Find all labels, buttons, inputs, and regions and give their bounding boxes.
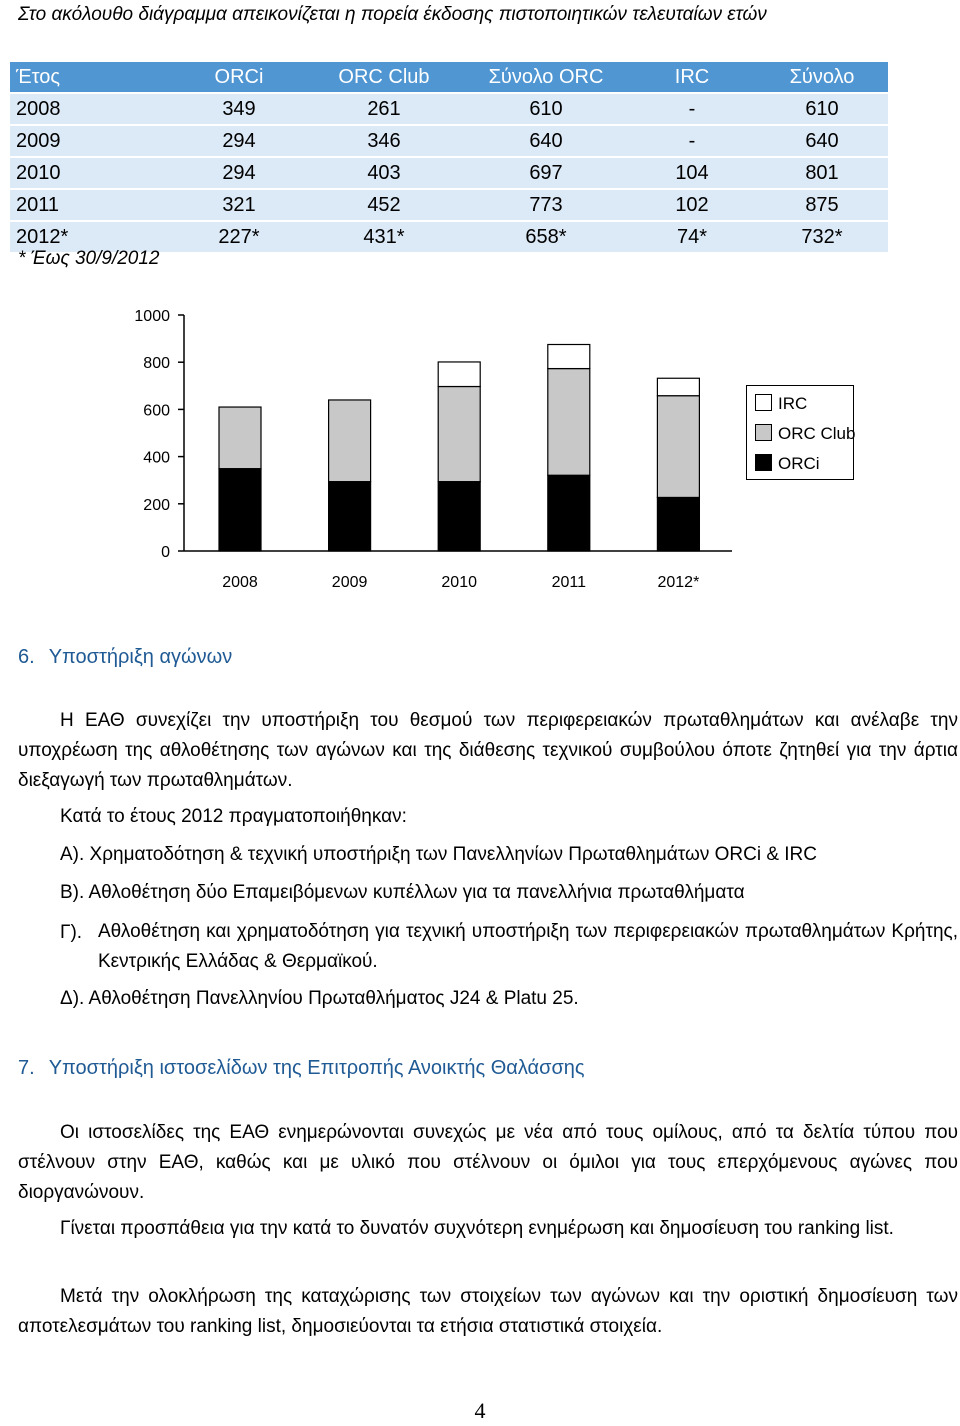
section-7-paragraph-1: Οι ιστοσελίδες της ΕΑΘ ενημερώνονται συνεχώς με νέα από τους ομίλους, από τα δελτία τύπου που στέλνουν στην ΕΑΘ, καθώς και με υλικό που στέλνουν οι όμιλοι για τους επερχόμενους αγώνες που διοργανώνουν.	[18, 1122, 958, 1203]
table-cell: 697	[464, 157, 628, 189]
section-6-lead: Κατά το έτους 2012 πραγματοποιήθηκαν:	[60, 806, 407, 827]
list-item-a: Α). Χρηματοδότηση & τεχνική υποστήριξη των Πανελληνίων Πρωταθλημάτων ORCi & IRC	[60, 844, 817, 865]
header-cell: Σύνολο	[756, 62, 888, 93]
table-row	[10, 125, 888, 157]
table-header-row	[10, 62, 888, 93]
table-cell: 2009	[10, 125, 174, 157]
x-tick-label: 2008	[222, 574, 258, 591]
y-tick-label: 600	[143, 402, 170, 420]
table-cell: 452	[304, 189, 464, 221]
table-cell: 2010	[10, 157, 174, 189]
header-cell: ORCi	[174, 62, 304, 93]
section-number: 7.	[18, 1057, 35, 1079]
section-number: 6.	[18, 646, 35, 668]
table-cell: 261	[304, 93, 464, 125]
table-row	[10, 93, 888, 125]
table-cell: -	[628, 125, 756, 157]
section-title: Υποστήριξη αγώνων	[48, 646, 233, 668]
table-cell: 227*	[174, 221, 304, 253]
bar-orci	[219, 469, 261, 551]
legend-item-orci	[755, 454, 820, 474]
table-cell: 658*	[464, 221, 628, 253]
table-cell: 102	[628, 189, 756, 221]
table-cell: 875	[756, 189, 888, 221]
table-cell: 349	[174, 93, 304, 125]
y-tick-label: 400	[143, 449, 170, 467]
list-item-c-label: Γ).	[60, 922, 83, 943]
bar-orc-club	[657, 396, 699, 498]
legend-item-irc	[755, 394, 807, 414]
bar-orci	[657, 497, 699, 551]
legend-swatch-irc	[755, 394, 772, 411]
chart-legend	[746, 385, 854, 480]
table-cell: 2008	[10, 93, 174, 125]
section-6-paragraph: Η ΕΑΘ συνεχίζει την υποστήριξη του θεσμού των περιφερειακών πρωταθλημάτων και ανέλαβε την υποχρέωση της αθλοθέτησης των αγώνων και της διάθεσης τεχνικού συμβούλου όποτε ζητηθεί για την άρτια διεξαγωγή των πρωταθλημάτων.	[18, 710, 958, 791]
section-7-heading	[18, 1057, 585, 1080]
table-cell: 801	[756, 157, 888, 189]
x-tick-label: 2011	[551, 574, 587, 591]
list-item-d: Δ). Αθλοθέτηση Πανελληνίου Πρωταθλήματος J24 & Platu 25.	[60, 988, 579, 1009]
table-row	[10, 189, 888, 221]
bar-irc	[657, 378, 699, 395]
table-cell: 294	[174, 125, 304, 157]
table-cell: 104	[628, 157, 756, 189]
section-title: Υποστήριξη ιστοσελίδων της Επιτροπής Ανοικτής Θαλάσσης	[48, 1057, 585, 1079]
y-tick-label: 1000	[134, 308, 170, 325]
table-cell: 610	[756, 93, 888, 125]
x-tick-label: 2010	[441, 574, 477, 591]
intro-text: Στο ακόλουθο διάγραμμα απεικονίζεται η πορεία έκδοσης πιστοποιητικών τελευταίων ετών	[18, 4, 767, 25]
bar-orc-club	[438, 387, 480, 482]
legend-swatch-orc-club	[755, 424, 772, 441]
table-cell: 2012*	[10, 221, 174, 253]
table-cell: 640	[756, 125, 888, 157]
header-cell: ORC Club	[304, 62, 464, 93]
bar-orc-club	[219, 407, 261, 469]
table-cell: 640	[464, 125, 628, 157]
list-item-c-text: Αθλοθέτηση και χρηματοδότηση για τεχνική υποστήριξη των περιφερειακών πρωταθλημάτων Κρήτης, Κεντρικής Ελλάδας & Θερμαϊκού.	[98, 921, 958, 972]
legend-label: IRC	[778, 394, 808, 413]
table-cell: 403	[304, 157, 464, 189]
list-item-b: Β). Αθλοθέτηση δύο Επαμειβόμενων κυπέλλων για τα πανελλήνια πρωταθλήματα	[60, 882, 745, 903]
section-7-paragraph-3: Μετά την ολοκλήρωση της καταχώρισης των στοιχείων των αγώνων και την οριστική δημοσίευση των αποτελεσμάτων του ranking list, δημοσιεύονται τα ετήσια στατιστικά στοιχεία.	[18, 1286, 958, 1337]
bar-orci	[438, 482, 480, 551]
table-cell: 610	[464, 93, 628, 125]
x-tick-label: 2012*	[657, 574, 700, 591]
table-cell: 346	[304, 125, 464, 157]
bar-irc	[438, 362, 480, 387]
bar-orc-club	[329, 400, 371, 482]
legend-swatch-orci	[755, 454, 772, 471]
legend-label: ORC Club	[778, 424, 856, 443]
header-cell: Σύνολο ORC	[464, 62, 628, 93]
section-6-heading	[18, 646, 232, 669]
table-cell: -	[628, 93, 756, 125]
stacked-bar-chart	[110, 300, 750, 600]
y-tick-label: 800	[143, 355, 170, 373]
header-cell: IRC	[628, 62, 756, 93]
header-cell: Έτος	[10, 62, 174, 93]
bar-orci	[548, 475, 590, 551]
table-row	[10, 157, 888, 189]
table-footnote: * Έως 30/9/2012	[18, 248, 160, 269]
table-cell: 294	[174, 157, 304, 189]
table-cell: 732*	[756, 221, 888, 253]
x-tick-label: 2009	[331, 574, 368, 591]
table-cell: 321	[174, 189, 304, 221]
table-cell: 431*	[304, 221, 464, 253]
bar-orc-club	[548, 369, 590, 476]
certificates-table	[10, 62, 888, 254]
table-cell: 74*	[628, 221, 756, 253]
table-cell: 2011	[10, 189, 174, 221]
legend-label: ORCi	[778, 454, 820, 473]
section-7-paragraph-2: Γίνεται προσπάθεια για την κατά το δυνατόν συχνότερη ενημέρωση και δημοσίευση του ranking list.	[60, 1218, 894, 1239]
bar-orci	[329, 482, 371, 551]
legend-item-orc-club	[755, 424, 855, 444]
y-tick-label: 200	[143, 496, 170, 514]
y-tick-label: 0	[161, 544, 170, 561]
table-cell: 773	[464, 189, 628, 221]
page-number: 4	[474, 1398, 486, 1423]
bar-irc	[548, 345, 590, 369]
